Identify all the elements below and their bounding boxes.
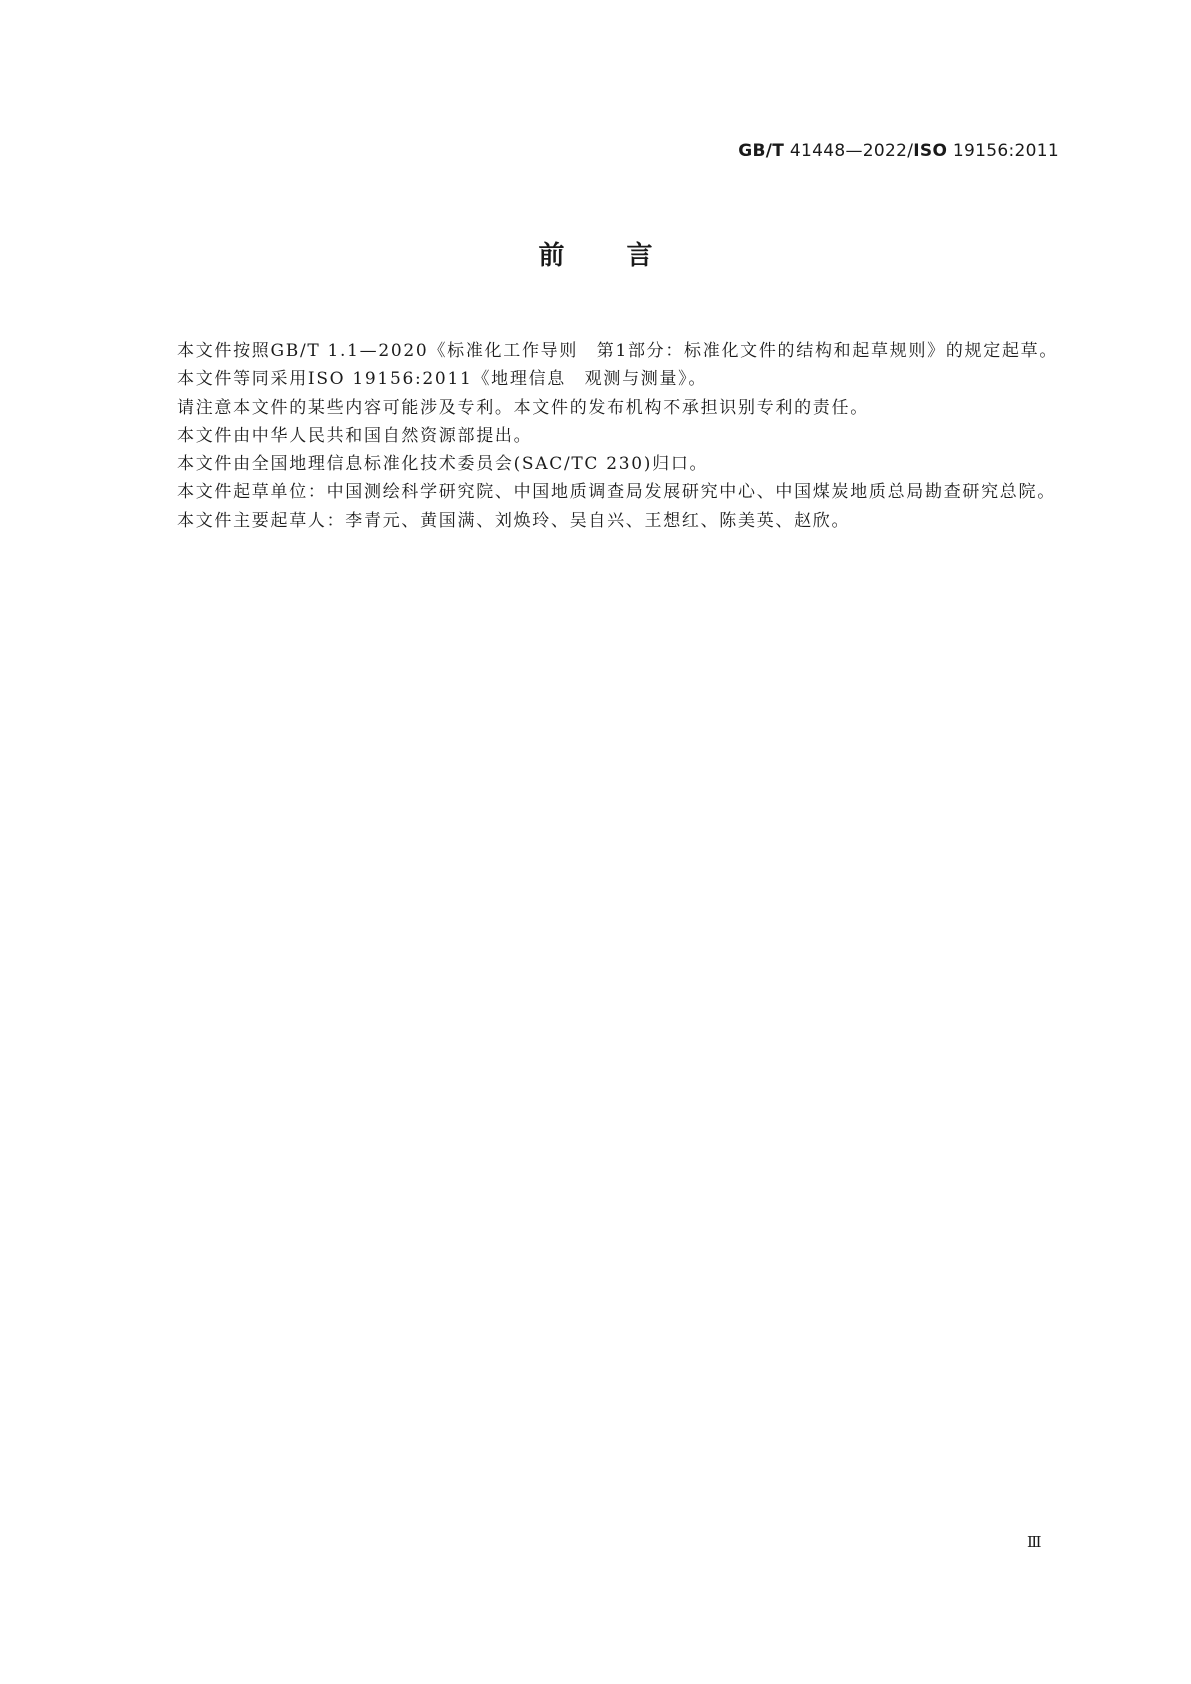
foreword-body — [143, 337, 1061, 535]
standard-code — [738, 141, 1059, 161]
standard-code-iso-number: 19156:2011 — [952, 141, 1059, 161]
foreword-paragraph-drafting-rules: 本文件按照GB/T 1.1—2020《标准化工作导则 第1部分：标准化文件的结构和起草规则》的规定起草。 — [177, 341, 1059, 361]
standard-code-number: 41448—2022/ — [789, 141, 914, 161]
foreword-paragraph-drafting-units: 本文件起草单位：中国测绘科学研究院、中国地质调查局发展研究中心、中国煤炭地质总局勘查研究总院。 — [177, 482, 1056, 503]
foreword-paragraph-technical-committee: 本文件由全国地理信息标准化技术委员会(SAC/TC 230)归口。 — [177, 454, 709, 475]
page-title-char-1: 前 — [538, 241, 565, 271]
foreword-paragraph-drafters: 本文件主要起草人：李青元、黄国满、刘焕玲、吴自兴、王想红、陈美英、赵欣。 — [177, 510, 851, 531]
standard-code-prefix: GB/T — [738, 141, 785, 161]
standard-code-iso: ISO — [913, 141, 948, 161]
page-number: Ⅲ — [1027, 1533, 1042, 1551]
foreword-paragraph-adoption: 本文件等同采用ISO 19156:2011《地理信息 观测与测量》。 — [177, 369, 708, 390]
page-title — [0, 243, 1191, 269]
page-title-char-2: 言 — [626, 241, 653, 271]
foreword-paragraph-proposer: 本文件由中华人民共和国自然资源部提出。 — [177, 425, 533, 446]
foreword-paragraph-patent-notice: 请注意本文件的某些内容可能涉及专利。本文件的发布机构不承担识别专利的责任。 — [177, 397, 869, 418]
